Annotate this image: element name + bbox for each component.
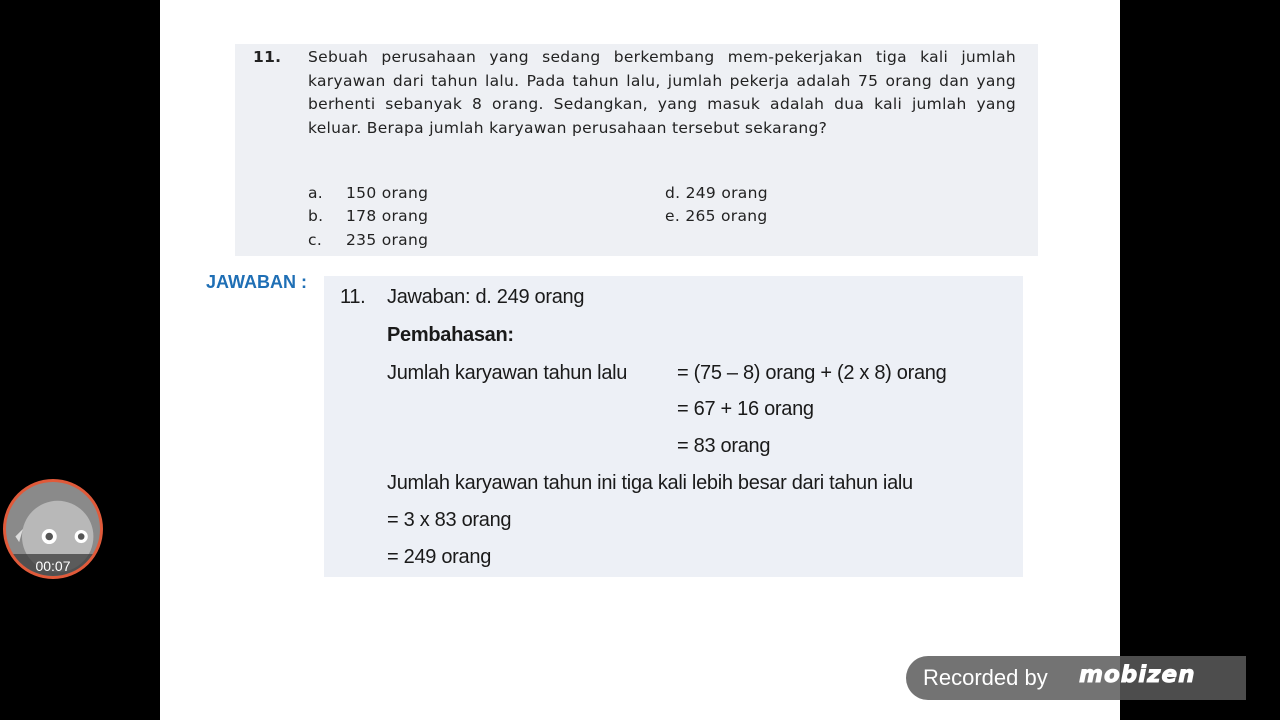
option-text: 178 orang: [346, 207, 429, 225]
answer-box: [324, 276, 1023, 577]
recorded-by-text: Recorded by: [923, 665, 1048, 690]
step-label: Jumlah karyawan tahun lalu: [387, 362, 628, 384]
option-b: [308, 207, 428, 225]
option-text: 265 orang: [685, 207, 768, 225]
step-line: = 67 + 16 orang: [677, 398, 814, 420]
mobizen-logo: mobizen: [1079, 662, 1196, 688]
option-text: 249 orang: [685, 184, 768, 202]
option-letter: d.: [665, 184, 681, 202]
step-line: = (75 – 8) orang + (2 x 8) orang: [677, 362, 947, 384]
answer-result: Jawaban: d. 249 orang: [387, 286, 585, 308]
answer-label: JAWABAN :: [206, 272, 308, 292]
step-line: = 249 orang: [387, 546, 492, 568]
timer-text: 00:07: [6, 554, 100, 578]
option-text: 150 orang: [346, 184, 429, 202]
step-line: = 3 x 83 orang: [387, 509, 512, 531]
question-text: Sebuah perusahaan yang sedang berkembang mem-pekerjakan tiga kali jumlah karyawan dari tahun lalu. Pada tahun lalu, jumlah pekerja adalah 75 orang dan yang berhenti sebanyak 8 orang. Sedangkan, yang masuk adalah dua kali jumlah yang keluar. Berapa jumlah karyawan perusahaan tersebut sekarang?: [308, 48, 1016, 137]
option-letter: c.: [308, 231, 323, 249]
answer-number: 11.: [340, 286, 366, 308]
option-d: [665, 184, 768, 202]
step-line: Jumlah karyawan tahun ini tiga kali lebih besar dari tahun ialu: [387, 472, 913, 494]
option-letter: b.: [308, 207, 324, 225]
option-c: [308, 231, 428, 249]
option-text: 235 orang: [346, 231, 429, 249]
option-letter: e.: [665, 207, 681, 225]
option-e: [665, 207, 768, 225]
option-letter: a.: [308, 184, 324, 202]
question-number: 11.: [253, 48, 282, 66]
recording-timer[interactable]: [3, 479, 103, 579]
discussion-title: Pembahasan:: [387, 324, 514, 346]
question-box: [235, 44, 1038, 256]
option-a: [308, 184, 428, 202]
step-line: = 83 orang: [677, 435, 771, 457]
slide: [160, 0, 1120, 720]
recorder-watermark: [906, 656, 1246, 700]
